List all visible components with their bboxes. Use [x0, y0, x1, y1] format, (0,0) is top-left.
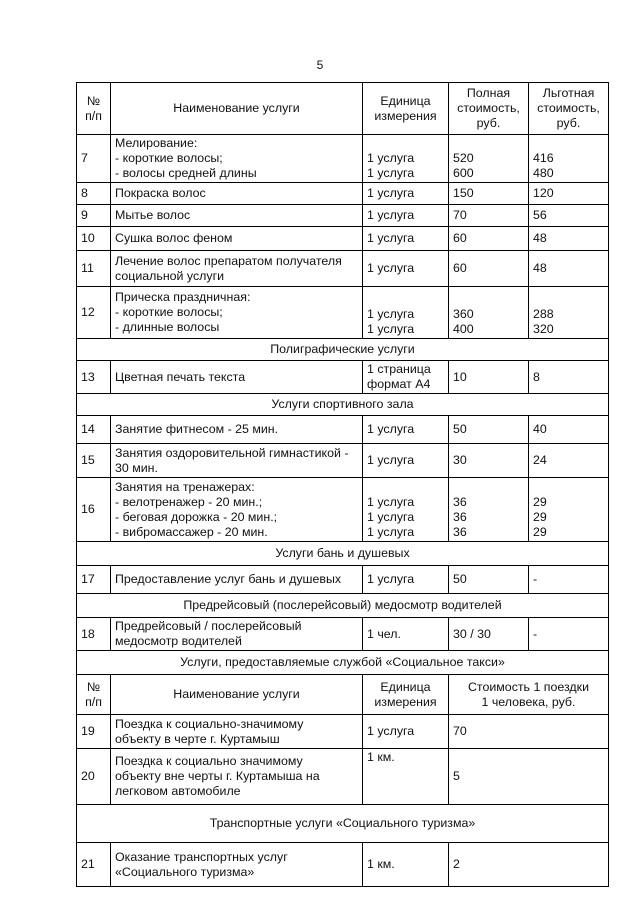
row-number: 11: [77, 251, 111, 287]
trip-cost: 5: [449, 749, 609, 805]
service-name: Занятия на тренажерах: - велотренажер - 20 мин.; - беговая дорожка - 20 мин.; - вибромассажер - 20 мин.: [111, 478, 363, 542]
service-name: Сушка волос феном: [111, 227, 363, 251]
unit-of-measure: 1 услуга: [363, 205, 449, 227]
full-price: 50: [449, 566, 529, 594]
service-name: Предрейсовый / послерейсовый медосмотр водителей: [111, 618, 363, 651]
taxi-header-row: [77, 675, 609, 715]
unit-of-measure: 1 услуга: [363, 416, 449, 444]
service-name: Мелирование: - короткие волосы; - волосы средней длины: [111, 135, 363, 183]
table-row: [77, 444, 609, 478]
unit-of-measure: 1 услуга: [363, 183, 449, 205]
service-name: Занятие фитнесом - 25 мин.: [111, 416, 363, 444]
section-row-printing: [77, 339, 609, 361]
unit-of-measure: 1 чел.: [363, 618, 449, 651]
full-price: 70: [449, 205, 529, 227]
header-name: Наименование услуги: [111, 675, 363, 715]
table-row: [77, 618, 609, 651]
table-row: [77, 478, 609, 542]
row-number: 15: [77, 444, 111, 478]
full-price: 36 36 36: [449, 478, 529, 542]
full-price: 50: [449, 416, 529, 444]
unit-of-measure: 1 км.: [363, 843, 449, 887]
header-full-price: Полная стоимость, руб.: [449, 83, 529, 135]
table-row: [77, 287, 609, 339]
service-name: Цветная печать текста: [111, 361, 363, 394]
services-price-table: [76, 82, 609, 887]
header-num: № п/п: [77, 675, 111, 715]
unit-of-measure: 1 услуга 1 услуга: [363, 135, 449, 183]
row-number: 18: [77, 618, 111, 651]
header-unit: Единица измерения: [363, 675, 449, 715]
row-number: 7: [77, 135, 111, 183]
section-title: Полиграфические услуги: [77, 339, 609, 361]
service-name: Поездка к социально-значимому объекту в черте г. Куртамыш: [111, 715, 363, 749]
section-title: Транспортные услуги «Социального туризма»: [77, 805, 609, 843]
section-row-tourism: [77, 805, 609, 843]
table-row: [77, 205, 609, 227]
unit-of-measure: 1 страница формат А4: [363, 361, 449, 394]
full-price: 520 600: [449, 135, 529, 183]
row-number: 12: [77, 287, 111, 339]
table-row: [77, 227, 609, 251]
unit-of-measure: 1 услуга: [363, 715, 449, 749]
row-number: 14: [77, 416, 111, 444]
table-row: [77, 183, 609, 205]
unit-of-measure: 1 услуга: [363, 251, 449, 287]
row-number: 10: [77, 227, 111, 251]
section-row-gym: [77, 394, 609, 416]
trip-cost: 2: [449, 843, 609, 887]
header-num: № п/п: [77, 83, 111, 135]
section-row-taxi: [77, 651, 609, 675]
discount-price: 8: [529, 361, 609, 394]
section-title: Услуги бань и душевых: [77, 542, 609, 566]
discount-price: 416 480: [529, 135, 609, 183]
row-number: 17: [77, 566, 111, 594]
table-row: [77, 749, 609, 805]
service-name: Мытье волос: [111, 205, 363, 227]
section-title: Услуги, предоставляемые службой «Социальное такси»: [77, 651, 609, 675]
discount-price: 48: [529, 251, 609, 287]
row-number: 9: [77, 205, 111, 227]
unit-of-measure: 1 услуга: [363, 444, 449, 478]
full-price: 60: [449, 251, 529, 287]
header-name: Наименование услуги: [111, 83, 363, 135]
table-row: [77, 135, 609, 183]
full-price: 30: [449, 444, 529, 478]
table-row: [77, 715, 609, 749]
page-number: 5: [316, 58, 324, 72]
discount-price: -: [529, 618, 609, 651]
full-price: 10: [449, 361, 529, 394]
discount-price: 288 320: [529, 287, 609, 339]
row-number: 8: [77, 183, 111, 205]
row-number: 13: [77, 361, 111, 394]
service-name: Лечение волос препаратом получателя социальной услуги: [111, 251, 363, 287]
service-name: Занятия оздоровительной гимнастикой - 30 мин.: [111, 444, 363, 478]
row-number: 20: [77, 749, 111, 805]
service-name: Прическа праздничная: - короткие волосы; - длинные волосы: [111, 287, 363, 339]
discount-price: 56: [529, 205, 609, 227]
header-discount-price: Льготная стоимость, руб.: [529, 83, 609, 135]
service-name: Поездка к социально значимому объекту вне черты г. Куртамыша на легковом автомобиле: [111, 749, 363, 805]
service-name: Оказание транспортных услуг «Социального туризма»: [111, 843, 363, 887]
unit-of-measure: 1 услуга: [363, 227, 449, 251]
unit-of-measure: 1 услуга 1 услуга 1 услуга: [363, 478, 449, 542]
section-row-bath: [77, 542, 609, 566]
discount-price: 48: [529, 227, 609, 251]
row-number: 21: [77, 843, 111, 887]
full-price: 360 400: [449, 287, 529, 339]
table-row: [77, 843, 609, 887]
unit-of-measure: 1 км.: [363, 749, 449, 805]
row-number: 19: [77, 715, 111, 749]
table-row: [77, 361, 609, 394]
service-name: Предоставление услуг бань и душевых: [111, 566, 363, 594]
header-trip-cost: Стоимость 1 поездки 1 человека, руб.: [449, 675, 609, 715]
table-header-row: [77, 83, 609, 135]
service-name: Покраска волос: [111, 183, 363, 205]
table-row: [77, 416, 609, 444]
discount-price: -: [529, 566, 609, 594]
section-title: Предрейсовый (послерейсовый) медосмотр водителей: [77, 594, 609, 618]
discount-price: 29 29 29: [529, 478, 609, 542]
discount-price: 24: [529, 444, 609, 478]
full-price: 60: [449, 227, 529, 251]
trip-cost: 70: [449, 715, 609, 749]
table-row: [77, 251, 609, 287]
section-row-medical: [77, 594, 609, 618]
section-title: Услуги спортивного зала: [77, 394, 609, 416]
discount-price: 120: [529, 183, 609, 205]
full-price: 30 / 30: [449, 618, 529, 651]
full-price: 150: [449, 183, 529, 205]
discount-price: 40: [529, 416, 609, 444]
table-row: [77, 566, 609, 594]
header-unit: Единица измерения: [363, 83, 449, 135]
row-number: 16: [77, 478, 111, 542]
unit-of-measure: 1 услуга 1 услуга: [363, 287, 449, 339]
unit-of-measure: 1 услуга: [363, 566, 449, 594]
